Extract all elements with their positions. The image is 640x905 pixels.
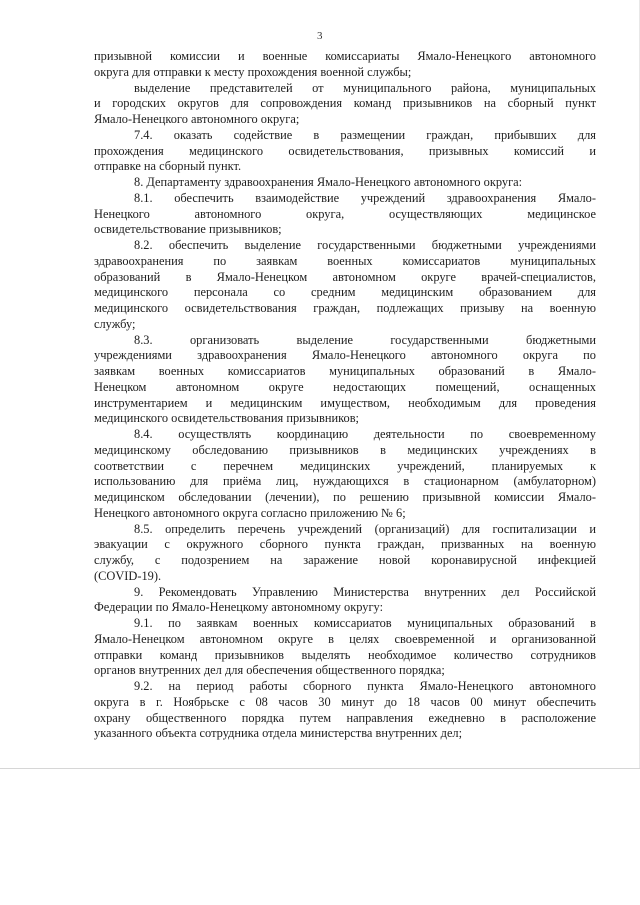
paragraph-9-1 [94,616,596,679]
page-number: 3 [317,30,323,42]
text-line: отправке на сборный пункт. [94,159,242,174]
text-line: службу, с подозрением на заражение новой коронавирусной инфекцией [94,553,596,567]
text-line: Ненецкого автономного округа, осуществляющих медицинское [94,206,596,221]
text-line: округа в г. Ноябрьске с 08 часов 30 минут до 18 часов 00 минут обеспечить [94,694,596,709]
text-line: службу; [94,316,136,331]
text-line: Федерации по Ямало-Ненецкому автономному округу: [94,600,384,615]
text-line: инструментарием и медицинским имуществом, необходимым для проведения [94,395,596,410]
paragraph-8 [94,175,596,191]
text-line: 8.2. обеспечить выделение государственными бюджетными учреждениями [134,238,596,252]
text-line: прохождения медицинского освидетельствования, призывных комиссий и [94,143,596,158]
text-line: (COVID-19). [94,568,162,583]
text-line: 9.2. на период работы сборного пункта Ямало-Ненецкого автономного [134,679,596,693]
text-line: Ненецкого автономного округа согласно приложению № 6; [94,505,406,520]
text-line: медицинского освидетельствования граждан, подлежащих призыву на военную [94,301,596,315]
paragraph-8-2 [94,238,596,333]
paragraph-intro-cont [94,49,596,81]
text-line: образований в Ямало-Ненецком автономном округе врачей-специалистов, [94,269,596,284]
text-line: органов внутренних дел для обеспечения общественного порядка; [94,663,445,678]
text-line: Ямало-Ненецкого автономного округа; [94,112,300,126]
text-line: медицинском обследовании (лечении), по решению призывной комиссии Ямало- [94,490,596,504]
text-line: 9. Рекомендовать Управлению Министерства внутренних дел Российской [134,584,596,599]
text-line: 8.4. осуществлять координацию деятельности по своевременному [134,427,596,441]
text-line: Ненецком автономном округе недостающих помещений, оснащенных [94,379,596,394]
text-line: заявкам военных комиссариатов муниципальных образований в Ямало- [94,364,596,378]
text-line: 9.1. по заявкам военных комиссариатов муниципальных образований в [134,616,596,630]
text-line: 8.3. организовать выделение государственными бюджетными [134,332,596,347]
text-line: эвакуации с окружного сборного пункта граждан, призванных на военную [94,537,596,552]
paragraph-9 [94,585,596,617]
text-line: 8.5. определить перечень учреждений (организаций) для госпитализации и [134,521,596,536]
text-line: 8.1. обеспечить взаимодействие учреждений здравоохранения Ямало- [134,190,596,205]
paragraph-7-4 [94,128,596,175]
text-line: учреждениями здравоохранения Ямало-Ненецкого автономного округа по [94,348,596,363]
text-line: медицинскому обследованию призывников в медицинских учреждениях в [94,442,596,457]
text-line: освидетельствование призывников; [94,222,282,237]
text-line: здравоохранения по заявкам военных комиссариатов муниципальных [94,253,596,268]
text-line: соответствии с перечнем медицинских учреждений, планируемых к [94,458,596,473]
paragraph-9-2 [94,679,596,742]
text-line: медицинского освидетельствования призывников; [94,411,359,426]
text-line: 7.4. оказать содействие в размещении граждан, прибывших для [134,127,596,142]
text-line: выделение представителей от муниципального района, муниципальных [134,80,596,95]
paragraph-8-1 [94,191,596,238]
text-line: медицинского персонала со средним медицинским образованием для [94,285,596,300]
text-line: использованию для приёма лиц, нуждающихся в стационарном (амбулаторном) [94,474,596,489]
text-line: 8. Департаменту здравоохранения Ямало-Ненецкого автономного округа: [134,175,523,189]
document-body [94,49,596,742]
paragraph-8-3 [94,333,596,428]
text-line: призывной комиссии и военные комиссариаты Ямало-Ненецкого автономного [94,49,596,63]
text-line: отправки команд призывников выделять необходимое количество сотрудников [94,647,596,662]
paragraph-municipal [94,81,596,128]
text-line: округа для отправки к месту прохождения военной службы; [94,64,412,79]
paragraph-8-4 [94,427,596,522]
paragraph-8-5 [94,522,596,585]
text-line: охрану общественного порядка путем направления ежедневно в расположение [94,710,596,725]
text-line: указанного объекта сотрудника отдела министерства внутренних дел; [94,726,463,741]
text-line: Ямало-Ненецком автономном округе в целях своевременной и организованной [94,631,596,646]
text-line: и городских округов для сопровождения команд призывников на сборный пункт [94,96,596,111]
page-edge-divider [0,768,640,769]
